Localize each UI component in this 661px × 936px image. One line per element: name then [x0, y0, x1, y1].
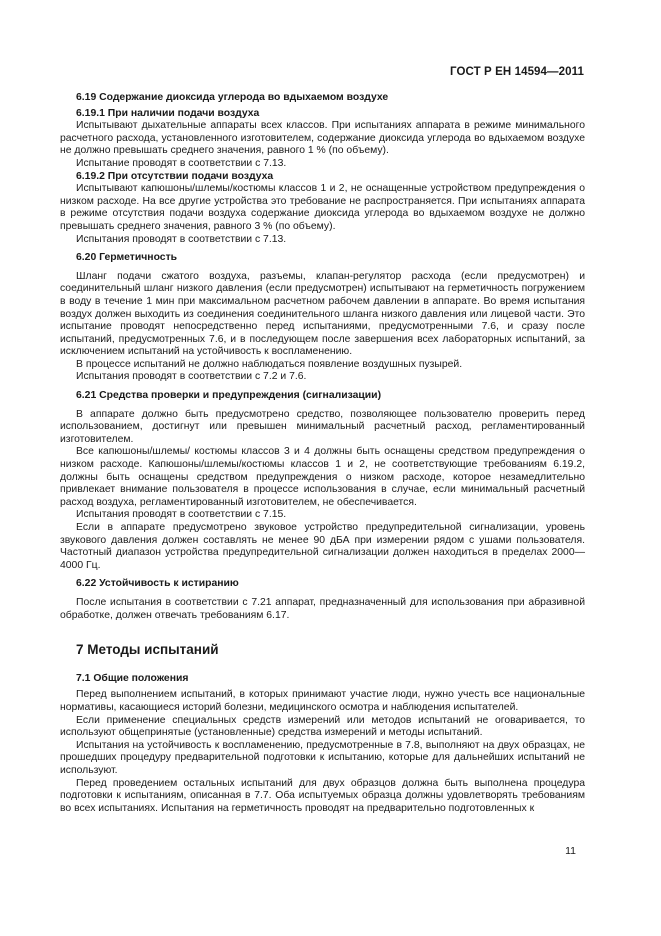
paragraph: В аппарате должно быть предусмотрено средство, позволяющее пользователю проверить перед использованием, достигнут или превышен минимальный расчетный расход, регламентированный изготовителем.: [60, 408, 585, 445]
page-number: 11: [565, 845, 576, 857]
paragraph: После испытания в соответствии с 7.21 аппарат, предназначенный для использования при абразивной обработке, должен отвечать требованиям 6.17.: [60, 596, 585, 621]
section-7-1-heading: 7.1 Общие положения: [76, 672, 189, 684]
paragraph: Испытывают дыхательные аппараты всех классов. При испытаниях аппарата в режиме минимального расчетного расхода, установленного изготовителем, содержание диоксида углерода во вдыхаемом воздухе не должно превышать среднего значения, равного 1 % (по объему).: [60, 120, 585, 157]
document-body: [60, 92, 585, 815]
section-6-22-heading: 6.22 Устойчивость к истиранию: [76, 578, 239, 590]
section-6-21-heading: 6.21 Средства проверки и предупреждения (сигнализации): [76, 390, 382, 402]
paragraph: Перед выполнением испытаний, в которых принимают участие люди, нужно учесть все национальные нормативы, касающиеся историй болезни, медицинского осмотра и наблюдения испытателей.: [60, 689, 585, 713]
paragraph: Если применение специальных средств измерений или методов испытаний не оговаривается, то используют общепринятые (установленные) средства измерений и методы испытаний.: [60, 714, 585, 739]
paragraph: Испытания проводят в соответствии с 7.13.: [76, 233, 287, 245]
paragraph: Если в аппарате предусмотрено звуковое устройство предупредительной сигнализации, уровень звукового давления должен составлять не менее 90 дБА при измерении рядом с ушами пользователя. Частотный диапазон устройства предупредительной сигнализации должен находиться в пределах 2000—4000 Гц.: [60, 522, 585, 571]
paragraph: Испытания проводят в соответствии с 7.15.: [76, 509, 287, 521]
paragraph: Испытания проводят в соответствии с 7.2 и 7.6.: [76, 371, 307, 383]
section-6-19-1-heading: 6.19.1 При наличии подачи воздуха: [76, 107, 260, 119]
paragraph: Испытания на устойчивость к воспламенению, предусмотренные в 7.8, выполняют на двух образцах, не прошедших процедуру предварительной подготовки к испытанию, которые для дальнейших испытаний не используют.: [60, 739, 585, 776]
section-6-20-heading: 6.20 Герметичность: [76, 252, 178, 264]
paragraph: Испытание проводят в соответствии с 7.13.: [76, 157, 287, 169]
paragraph: В процессе испытаний не должно наблюдаться появление воздушных пузырей.: [76, 358, 463, 370]
paragraph: Шланг подачи сжатого воздуха, разъемы, клапан-регулятор расхода (если предусмотрен) и соединительный шланг низкого давления (если предусмотрен) испытывают на герметичность погружением в воду в течение 1 мин при максимальном расчетном рабочем давлении в аппарате. Во время испытания воздух должен выходить из соединения соединительного шланга низкого давления или лицевой части. Это испытание проводят непосредственно перед испытаниями, предусмотренными 7.6, и сразу после испытаний, предусмотренных 7.6, и в последующем после завершения всех лабораторных испытаний, за исключением испытаний на устойчивость к воспламенению.: [60, 270, 585, 358]
document-header: ГОСТ Р ЕН 14594—2011: [449, 66, 584, 78]
paragraph: Перед проведением остальных испытаний для двух образцов должна быть выполнена процедура подготовки к испытаниям, описанная в 7.7. Оба испытуемых образца должны удовлетворять требованиям во всех испытаниях. Испытания на герметичность проводят на предварительно подготовленных к: [60, 777, 585, 814]
section-6-19-2-heading: 6.19.2 При отсутствии подачи воздуха: [76, 170, 274, 182]
paragraph: Испытывают капюшоны/шлемы/костюмы классов 1 и 2, не оснащенные устройством предупреждения о низком расходе. На все другие устройства это требование не распространяется. При испытаниях аппарата в режиме отсутствия подачи воздуха содержание диоксида углерода во вдыхаемом воздухе не должно превышать среднего значения, равного 3 % (по объему).: [60, 183, 585, 232]
chapter-7-heading: 7 Методы испытаний: [76, 642, 219, 658]
section-6-19-heading: 6.19 Содержание диоксида углерода во вдыхаемом воздухе: [76, 92, 389, 103]
paragraph: Все капюшоны/шлемы/ костюмы классов 3 и 4 должны быть оснащены средством предупреждения о низком расходе. Капюшоны/шлемы/костюмы классов 1 и 2, не соответствующие требованиям 6.19.2, должны быть оснащены средством предупреждения о низком расходе, которое незамедлительно привлекает внимание пользователя в процессе использования в случае, если минимальный расчетный расход воздуха, регламентированный изготовителем, не обеспечивается.: [60, 446, 585, 508]
